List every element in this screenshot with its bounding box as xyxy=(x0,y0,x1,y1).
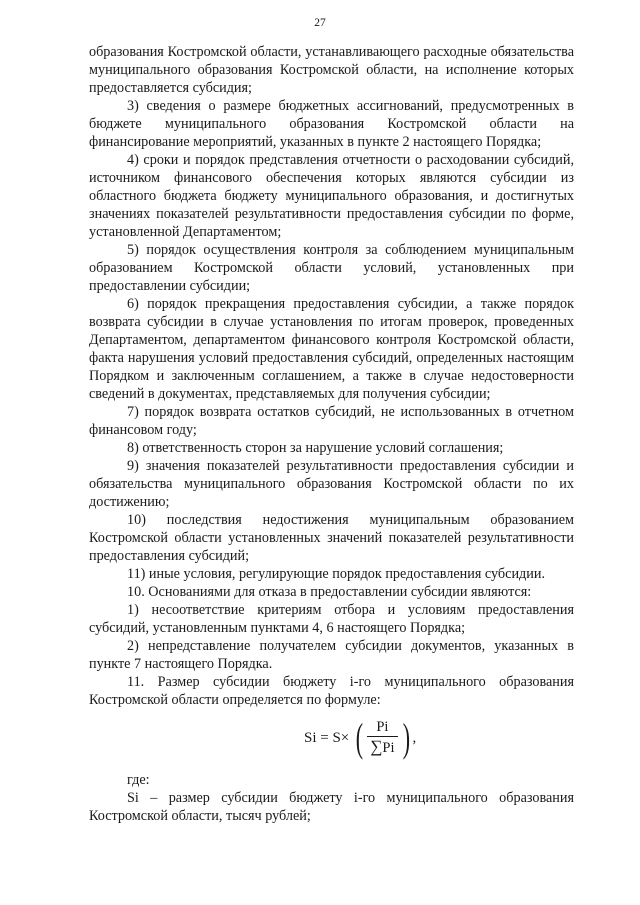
formula-denominator-term: Pi xyxy=(382,739,395,756)
paragraph: 1) несоответствие критериям отбора и условиям предоставления субсидий, установленным пунктами 4, 6 настоящего Порядка; xyxy=(89,602,574,636)
paragraph: 10. Основаниями для отказа в предоставлении субсидии являются: xyxy=(127,584,532,600)
paragraph: 7) порядок возврата остатков субсидий, не использованных в отчетном финансовом году; xyxy=(89,404,574,438)
left-paren: ( xyxy=(355,715,364,760)
page-number: 27 xyxy=(314,17,326,29)
paragraph: 11) иные условия, регулирующие порядок предоставления субсидии. xyxy=(127,566,545,582)
paragraph: Si – размер субсидии бюджету i-го муниципального образования Костромской области, тысяч рублей; xyxy=(89,790,574,824)
paragraph: образования Костромской области, устанавливающего расходные обязательства муниципального образования Костромской области, на исполнение которых предоставляется субсидия; xyxy=(89,44,574,96)
paragraph: 6) порядок прекращения предоставления субсидии, а также порядок возврата субсидии в случае установления по итогам проверок, проведенных Департаментом, департаментом финансового контроля Костромской области, факта нарушения условий предоставления субсидий, определенных настоящим Порядком и заключенным соглашением, а также в случае недостоверности сведений в документах, представляемых для получения субсидии; xyxy=(89,296,574,402)
formula-numerator: Pi xyxy=(376,718,389,735)
paragraph: 2) непредставление получателем субсидии документов, указанных в пункте 7 настоящего Порядка. xyxy=(89,638,574,672)
paragraph: 3) сведения о размере бюджетных ассигнований, предусмотренных в бюджете муниципального образования Костромской области на финансирование мероприятий, указанных в пункте 2 настоящего Порядка; xyxy=(89,98,574,150)
paragraphs-bottom xyxy=(89,771,574,825)
formula-denominator xyxy=(367,737,397,758)
paragraph: где: xyxy=(127,772,150,788)
paragraph: 4) сроки и порядок представления отчетности о расходовании субсидий, источником финансового обеспечения которых являются субсидии из областного бюджета бюджету муниципального образования, и достигнутых значениях показателей результативности предоставления субсидии по форме, установленной Департаментом; xyxy=(89,152,574,240)
formula-tail: , xyxy=(412,730,417,746)
paragraphs-top xyxy=(89,43,574,709)
right-paren: ) xyxy=(402,715,410,760)
formula-lhs: Si = S× xyxy=(304,730,350,746)
paragraph: 11. Размер субсидии бюджету i-го муниципального образования Костромской области определяется по формуле: xyxy=(89,674,574,708)
paragraph: 5) порядок осуществления контроля за соблюдением муниципальным образованием Костромской области условий, установленных при предоставлении субсидии; xyxy=(89,242,574,294)
sigma-symbol: ∑ xyxy=(370,736,383,756)
paragraph: 10) последствия недостижения муниципальным образованием Костромской области установленных значений показателей результативности предоставления субсидий; xyxy=(89,512,574,564)
formula-fraction xyxy=(365,719,399,758)
formula xyxy=(89,709,574,771)
formula-expression xyxy=(304,715,416,761)
document-body xyxy=(89,43,574,825)
paragraph: 9) значения показателей результативности предоставления субсидии и обязательства муниципального образования Костромской области по их достижению; xyxy=(89,458,574,510)
paragraph: 8) ответственность сторон за нарушение условий соглашения; xyxy=(127,440,504,456)
